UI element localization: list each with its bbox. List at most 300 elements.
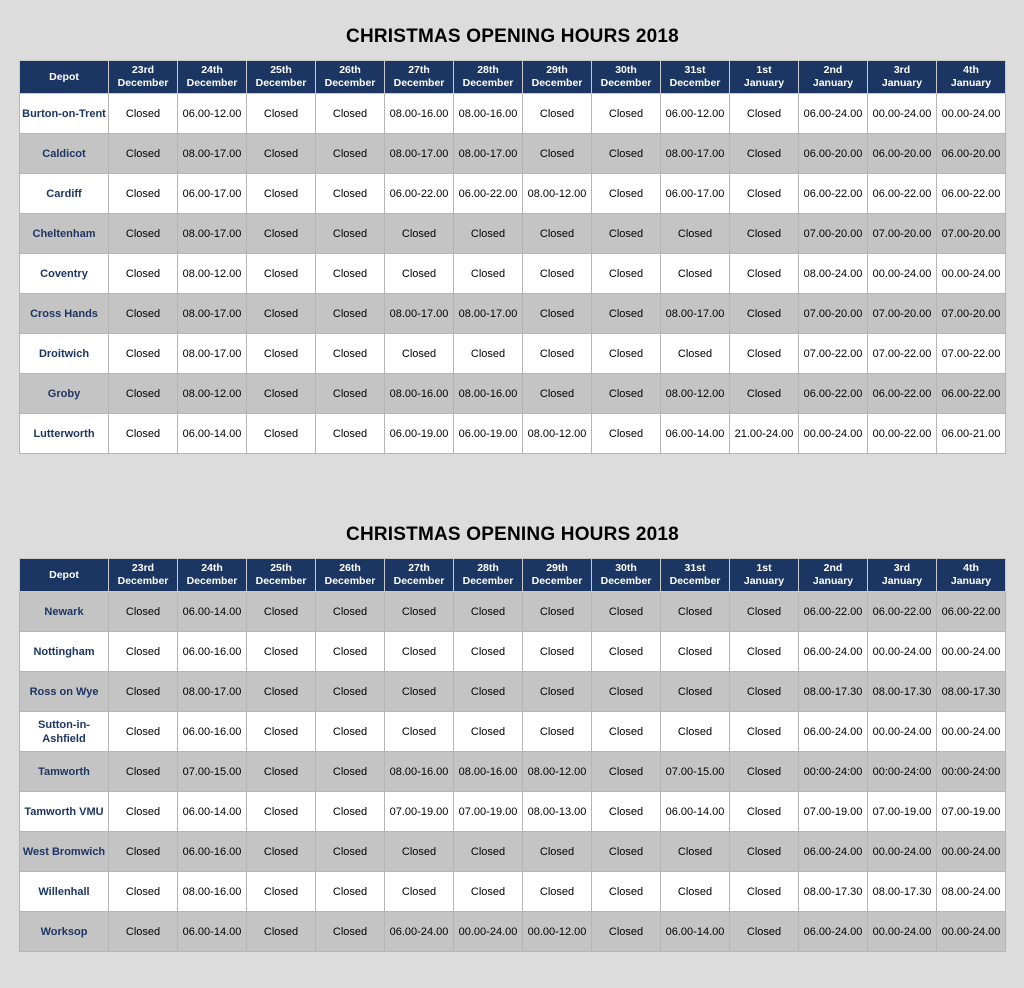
hours-cell: Closed bbox=[247, 912, 316, 952]
hours-cell: 06.00-17.00 bbox=[178, 174, 247, 214]
hours-cell: 00.00-12.00 bbox=[523, 912, 592, 952]
column-header-text: 26th bbox=[339, 64, 361, 76]
hours-cell: Closed bbox=[592, 414, 661, 454]
column-header-text: 23rd bbox=[131, 64, 155, 76]
hours-cell: 06.00-20.00 bbox=[868, 134, 937, 174]
hours-cell: Closed bbox=[592, 672, 661, 712]
column-header-text: December bbox=[462, 77, 514, 89]
hours-cell: Closed bbox=[523, 374, 592, 414]
column-header-date bbox=[523, 559, 592, 592]
column-header-text: December bbox=[324, 77, 376, 89]
hours-cell: Closed bbox=[385, 254, 454, 294]
hours-cell: Closed bbox=[454, 214, 523, 254]
hours-cell: 06.00-22.00 bbox=[799, 592, 868, 632]
hours-cell: 06.00-22.00 bbox=[937, 592, 1006, 632]
hours-cell: 00.00-24.00 bbox=[937, 94, 1006, 134]
depot-name: Burton-on-Trent bbox=[20, 94, 109, 134]
hours-cell: Closed bbox=[109, 254, 178, 294]
hours-cell: Closed bbox=[592, 752, 661, 792]
column-header-text: 28th bbox=[477, 64, 499, 76]
hours-cell: Closed bbox=[454, 592, 523, 632]
hours-cell: Closed bbox=[316, 334, 385, 374]
hours-cell: Closed bbox=[316, 912, 385, 952]
hours-cell: Closed bbox=[661, 672, 730, 712]
column-header-text: 24th bbox=[201, 64, 223, 76]
column-header-date bbox=[937, 559, 1006, 592]
column-header-text: January bbox=[812, 575, 854, 587]
hours-cell: Closed bbox=[316, 872, 385, 912]
column-header-date bbox=[247, 559, 316, 592]
hours-cell: Closed bbox=[523, 94, 592, 134]
header-row bbox=[20, 559, 1006, 592]
hours-cell: 08.00-17.00 bbox=[385, 294, 454, 334]
hours-cell: 08.00-16.00 bbox=[385, 94, 454, 134]
column-header-text: 3rd bbox=[893, 562, 911, 574]
hours-cell: Closed bbox=[247, 214, 316, 254]
hours-cell: 00.00-24.00 bbox=[937, 254, 1006, 294]
column-header-text: 1st bbox=[756, 562, 772, 574]
column-header-text: December bbox=[117, 575, 169, 587]
hours-cell: Closed bbox=[523, 334, 592, 374]
hours-cell: 08.00-17.00 bbox=[661, 294, 730, 334]
hours-cell: 08.00-16.00 bbox=[385, 374, 454, 414]
column-header-date bbox=[316, 559, 385, 592]
table-row bbox=[20, 214, 1006, 254]
hours-cell: Closed bbox=[109, 94, 178, 134]
opening-hours-table bbox=[19, 558, 1006, 952]
column-header-date bbox=[730, 61, 799, 94]
hours-cell: Closed bbox=[454, 632, 523, 672]
header-row bbox=[20, 61, 1006, 94]
hours-cell: 06.00-22.00 bbox=[799, 174, 868, 214]
column-header-text: January bbox=[743, 77, 785, 89]
hours-cell: Closed bbox=[109, 912, 178, 952]
hours-cell: Closed bbox=[592, 374, 661, 414]
hours-cell: Closed bbox=[109, 792, 178, 832]
hours-cell: 07.00-20.00 bbox=[799, 214, 868, 254]
column-header-date bbox=[592, 61, 661, 94]
hours-cell: Closed bbox=[109, 712, 178, 752]
table-row bbox=[20, 374, 1006, 414]
hours-cell: Closed bbox=[523, 592, 592, 632]
hours-cell: 06.00-24.00 bbox=[799, 832, 868, 872]
column-header-text: 27th bbox=[408, 64, 430, 76]
hours-cell: 06.00-19.00 bbox=[454, 414, 523, 454]
column-header-date bbox=[868, 61, 937, 94]
table-row bbox=[20, 672, 1006, 712]
hours-cell: 08.00-12.00 bbox=[523, 752, 592, 792]
hours-cell: Closed bbox=[454, 334, 523, 374]
column-header-date bbox=[178, 559, 247, 592]
hours-cell: Closed bbox=[316, 414, 385, 454]
column-header-text: 4th bbox=[963, 64, 979, 76]
hours-cell: Closed bbox=[109, 872, 178, 912]
column-header-date bbox=[247, 61, 316, 94]
table-row bbox=[20, 94, 1006, 134]
hours-cell: 00.00-24.00 bbox=[868, 94, 937, 134]
column-header-text: December bbox=[462, 575, 514, 587]
hours-cell: 08.00-17.00 bbox=[178, 294, 247, 334]
table-row bbox=[20, 832, 1006, 872]
hours-cell: Closed bbox=[523, 672, 592, 712]
hours-cell: Closed bbox=[454, 672, 523, 712]
column-header-text: December bbox=[186, 77, 238, 89]
hours-cell: Closed bbox=[316, 672, 385, 712]
hours-cell: Closed bbox=[247, 872, 316, 912]
hours-cell: Closed bbox=[316, 792, 385, 832]
hours-cell: Closed bbox=[661, 254, 730, 294]
hours-cell: 00.00-24.00 bbox=[937, 712, 1006, 752]
hours-cell: 00:00-24:00 bbox=[937, 752, 1006, 792]
hours-cell: 06.00-22.00 bbox=[799, 374, 868, 414]
hours-cell: 06.00-20.00 bbox=[799, 134, 868, 174]
hours-cell: 08.00-17.00 bbox=[454, 294, 523, 334]
column-header-date bbox=[109, 61, 178, 94]
hours-cell: 07.00-19.00 bbox=[937, 792, 1006, 832]
hours-cell: Closed bbox=[592, 872, 661, 912]
hours-cell: 07.00-19.00 bbox=[454, 792, 523, 832]
hours-cell: 07.00-15.00 bbox=[178, 752, 247, 792]
hours-cell: 08.00-17.00 bbox=[178, 214, 247, 254]
hours-cell: Closed bbox=[247, 592, 316, 632]
column-header-date bbox=[178, 61, 247, 94]
column-header-text: December bbox=[531, 77, 583, 89]
hours-cell: Closed bbox=[385, 712, 454, 752]
hours-cell: Closed bbox=[730, 134, 799, 174]
hours-cell: 06.00-14.00 bbox=[661, 912, 730, 952]
hours-cell: Closed bbox=[523, 712, 592, 752]
hours-cell: Closed bbox=[730, 832, 799, 872]
hours-cell: 08.00-12.00 bbox=[523, 174, 592, 214]
column-header-text: January bbox=[881, 575, 923, 587]
table-row bbox=[20, 592, 1006, 632]
hours-cell: 06.00-24.00 bbox=[799, 712, 868, 752]
hours-cell: Closed bbox=[454, 254, 523, 294]
hours-cell: 08.00-17.00 bbox=[661, 134, 730, 174]
hours-cell: Closed bbox=[730, 592, 799, 632]
column-header-text: 29th bbox=[546, 562, 568, 574]
hours-cell: 06.00-24.00 bbox=[385, 912, 454, 952]
depot-name: Tamworth VMU bbox=[20, 792, 109, 832]
hours-cell: Closed bbox=[592, 832, 661, 872]
hours-cell: 08.00-17.30 bbox=[799, 672, 868, 712]
hours-cell: Closed bbox=[454, 832, 523, 872]
column-header-text: January bbox=[743, 575, 785, 587]
column-header-text: 27th bbox=[408, 562, 430, 574]
table-row bbox=[20, 174, 1006, 214]
depot-name: Worksop bbox=[20, 912, 109, 952]
hours-cell: Closed bbox=[523, 254, 592, 294]
column-header-text: December bbox=[255, 77, 307, 89]
hours-cell: 00:00-24:00 bbox=[799, 752, 868, 792]
column-header-depot bbox=[20, 559, 109, 592]
table-row bbox=[20, 414, 1006, 454]
column-header-text: January bbox=[881, 77, 923, 89]
column-header-text: 31st bbox=[684, 64, 706, 76]
hours-cell: Closed bbox=[730, 872, 799, 912]
hours-cell: 06.00-12.00 bbox=[178, 94, 247, 134]
hours-cell: Closed bbox=[592, 712, 661, 752]
column-header-date bbox=[385, 559, 454, 592]
table-row bbox=[20, 792, 1006, 832]
hours-cell: Closed bbox=[316, 294, 385, 334]
hours-cell: Closed bbox=[661, 712, 730, 752]
column-header-text: 24th bbox=[201, 562, 223, 574]
hours-cell: 00.00-24.00 bbox=[799, 414, 868, 454]
hours-cell: Closed bbox=[109, 174, 178, 214]
hours-cell: Closed bbox=[661, 872, 730, 912]
column-header-date bbox=[661, 559, 730, 592]
hours-cell: Closed bbox=[385, 334, 454, 374]
hours-cell: Closed bbox=[592, 912, 661, 952]
hours-cell: 08.00-17.30 bbox=[868, 672, 937, 712]
column-header-date bbox=[592, 559, 661, 592]
column-header-text: December bbox=[669, 77, 721, 89]
hours-cell: Closed bbox=[316, 832, 385, 872]
hours-cell: Closed bbox=[247, 414, 316, 454]
column-header-text: 25th bbox=[270, 64, 292, 76]
column-header-text: Depot bbox=[49, 70, 79, 83]
column-header-text: 31st bbox=[684, 562, 706, 574]
hours-cell: 06.00-22.00 bbox=[454, 174, 523, 214]
hours-cell: Closed bbox=[730, 792, 799, 832]
hours-cell: 06.00-19.00 bbox=[385, 414, 454, 454]
hours-cell: Closed bbox=[523, 134, 592, 174]
hours-cell: 06.00-24.00 bbox=[799, 94, 868, 134]
hours-cell: 08.00-17.00 bbox=[178, 334, 247, 374]
hours-cell: 00.00-24.00 bbox=[868, 912, 937, 952]
depot-name: Coventry bbox=[20, 254, 109, 294]
hours-cell: 00.00-24.00 bbox=[937, 632, 1006, 672]
hours-cell: Closed bbox=[592, 134, 661, 174]
table-row bbox=[20, 752, 1006, 792]
hours-cell: Closed bbox=[385, 872, 454, 912]
column-header-text: January bbox=[950, 575, 992, 587]
hours-cell: Closed bbox=[592, 214, 661, 254]
hours-cell: Closed bbox=[730, 672, 799, 712]
hours-cell: Closed bbox=[316, 374, 385, 414]
hours-cell: Closed bbox=[316, 134, 385, 174]
hours-cell: Closed bbox=[661, 632, 730, 672]
hours-cell: 08.00-17.00 bbox=[454, 134, 523, 174]
column-header-date bbox=[454, 61, 523, 94]
table-title: CHRISTMAS OPENING HOURS 2018 bbox=[346, 524, 679, 545]
hours-cell: Closed bbox=[109, 374, 178, 414]
hours-cell: 06.00-22.00 bbox=[868, 174, 937, 214]
hours-cell: Closed bbox=[592, 792, 661, 832]
hours-cell: 06.00-20.00 bbox=[937, 134, 1006, 174]
hours-cell: 00.00-24.00 bbox=[868, 712, 937, 752]
depot-name: Newark bbox=[20, 592, 109, 632]
column-header-date bbox=[868, 559, 937, 592]
hours-cell: 07.00-19.00 bbox=[868, 792, 937, 832]
hours-cell: Closed bbox=[247, 632, 316, 672]
hours-cell: 07.00-22.00 bbox=[868, 334, 937, 374]
hours-cell: 07.00-15.00 bbox=[661, 752, 730, 792]
hours-cell: 07.00-20.00 bbox=[868, 214, 937, 254]
column-header-text: 25th bbox=[270, 562, 292, 574]
hours-cell: 08.00-12.00 bbox=[523, 414, 592, 454]
hours-cell: 00.00-24.00 bbox=[868, 832, 937, 872]
hours-cell: Closed bbox=[109, 294, 178, 334]
hours-cell: Closed bbox=[109, 632, 178, 672]
hours-cell: 08.00-12.00 bbox=[178, 374, 247, 414]
hours-cell: Closed bbox=[247, 832, 316, 872]
column-header-text: 28th bbox=[477, 562, 499, 574]
hours-cell: 07.00-19.00 bbox=[799, 792, 868, 832]
column-header-text: 4th bbox=[963, 562, 979, 574]
table-row bbox=[20, 712, 1006, 752]
column-header-text: December bbox=[600, 77, 652, 89]
hours-cell: 00.00-24.00 bbox=[937, 912, 1006, 952]
hours-cell: 08.00-17.00 bbox=[178, 672, 247, 712]
table-row bbox=[20, 294, 1006, 334]
hours-cell: Closed bbox=[730, 174, 799, 214]
hours-cell: Closed bbox=[730, 752, 799, 792]
hours-cell: Closed bbox=[316, 712, 385, 752]
column-header-text: 26th bbox=[339, 562, 361, 574]
hours-cell: Closed bbox=[247, 134, 316, 174]
hours-cell: Closed bbox=[730, 374, 799, 414]
hours-cell: 06.00-14.00 bbox=[661, 414, 730, 454]
hours-cell: 08.00-16.00 bbox=[454, 374, 523, 414]
hours-cell: Closed bbox=[523, 872, 592, 912]
hours-cell: Closed bbox=[661, 592, 730, 632]
hours-cell: 06.00-14.00 bbox=[178, 912, 247, 952]
hours-cell: Closed bbox=[730, 712, 799, 752]
hours-cell: 00.00-24.00 bbox=[868, 254, 937, 294]
column-header-text: December bbox=[393, 575, 445, 587]
column-header-text: December bbox=[600, 575, 652, 587]
hours-cell: Closed bbox=[592, 334, 661, 374]
hours-cell: Closed bbox=[316, 94, 385, 134]
depot-name: Cross Hands bbox=[20, 294, 109, 334]
hours-cell: 06.00-16.00 bbox=[178, 632, 247, 672]
hours-cell: Closed bbox=[109, 832, 178, 872]
hours-cell: 08.00-12.00 bbox=[661, 374, 730, 414]
hours-cell: 08.00-16.00 bbox=[454, 94, 523, 134]
hours-cell: 06.00-24.00 bbox=[799, 632, 868, 672]
column-header-text: December bbox=[324, 575, 376, 587]
hours-cell: 06.00-14.00 bbox=[661, 792, 730, 832]
column-header-text: 30th bbox=[615, 562, 637, 574]
hours-cell: Closed bbox=[454, 872, 523, 912]
hours-cell: 06.00-12.00 bbox=[661, 94, 730, 134]
table-row bbox=[20, 134, 1006, 174]
depot-name: Caldicot bbox=[20, 134, 109, 174]
hours-cell: Closed bbox=[109, 752, 178, 792]
hours-cell: Closed bbox=[523, 294, 592, 334]
hours-cell: Closed bbox=[109, 134, 178, 174]
column-header-date bbox=[661, 61, 730, 94]
opening-hours-section-1 bbox=[19, 22, 1006, 454]
column-header-text: January bbox=[950, 77, 992, 89]
hours-cell: Closed bbox=[109, 592, 178, 632]
hours-cell: Closed bbox=[454, 712, 523, 752]
hours-cell: Closed bbox=[730, 254, 799, 294]
hours-cell: Closed bbox=[592, 174, 661, 214]
column-header-text: December bbox=[393, 77, 445, 89]
depot-name: Cardiff bbox=[20, 174, 109, 214]
depot-name: Lutterworth bbox=[20, 414, 109, 454]
hours-cell: Closed bbox=[523, 214, 592, 254]
hours-cell: 06.00-24.00 bbox=[799, 912, 868, 952]
hours-cell: Closed bbox=[247, 752, 316, 792]
depot-name: Tamworth bbox=[20, 752, 109, 792]
hours-cell: Closed bbox=[109, 672, 178, 712]
depot-name: Groby bbox=[20, 374, 109, 414]
hours-cell: Closed bbox=[592, 94, 661, 134]
hours-cell: Closed bbox=[592, 294, 661, 334]
hours-cell: 06.00-14.00 bbox=[178, 792, 247, 832]
hours-cell: Closed bbox=[385, 672, 454, 712]
column-header-text: 2nd bbox=[823, 562, 843, 574]
hours-cell: 07.00-20.00 bbox=[937, 294, 1006, 334]
hours-cell: Closed bbox=[592, 632, 661, 672]
table-row bbox=[20, 912, 1006, 952]
hours-cell: 06.00-17.00 bbox=[661, 174, 730, 214]
column-header-date bbox=[523, 61, 592, 94]
hours-cell: Closed bbox=[661, 334, 730, 374]
hours-cell: Closed bbox=[247, 374, 316, 414]
hours-cell: Closed bbox=[730, 214, 799, 254]
column-header-date bbox=[316, 61, 385, 94]
table-row bbox=[20, 872, 1006, 912]
column-header-text: December bbox=[669, 575, 721, 587]
hours-cell: 06.00-14.00 bbox=[178, 414, 247, 454]
column-header-text: December bbox=[117, 77, 169, 89]
hours-cell: 08.00-16.00 bbox=[178, 872, 247, 912]
column-header-date bbox=[730, 559, 799, 592]
hours-cell: 06.00-22.00 bbox=[868, 592, 937, 632]
hours-cell: 08.00-24.00 bbox=[799, 254, 868, 294]
opening-hours-table bbox=[19, 60, 1006, 454]
hours-cell: 00.00-24.00 bbox=[868, 632, 937, 672]
hours-cell: Closed bbox=[316, 632, 385, 672]
hours-cell: 07.00-20.00 bbox=[937, 214, 1006, 254]
depot-name: Sutton-in-Ashfield bbox=[20, 712, 109, 752]
hours-cell: Closed bbox=[247, 792, 316, 832]
column-header-text: December bbox=[531, 575, 583, 587]
hours-cell: Closed bbox=[661, 214, 730, 254]
hours-cell: 08.00-12.00 bbox=[178, 254, 247, 294]
hours-cell: 06.00-16.00 bbox=[178, 832, 247, 872]
opening-hours-section-2 bbox=[19, 520, 1006, 952]
hours-cell: Closed bbox=[247, 334, 316, 374]
hours-cell: 08.00-17.30 bbox=[799, 872, 868, 912]
hours-cell: 06.00-22.00 bbox=[868, 374, 937, 414]
hours-cell: Closed bbox=[247, 254, 316, 294]
column-header-date bbox=[799, 559, 868, 592]
column-header-text: 23rd bbox=[131, 562, 155, 574]
hours-cell: Closed bbox=[730, 912, 799, 952]
depot-name: Droitwich bbox=[20, 334, 109, 374]
hours-cell: Closed bbox=[730, 632, 799, 672]
hours-cell: 08.00-17.30 bbox=[937, 672, 1006, 712]
hours-cell: 08.00-24.00 bbox=[937, 872, 1006, 912]
hours-cell: Closed bbox=[316, 752, 385, 792]
hours-cell: 08.00-16.00 bbox=[454, 752, 523, 792]
hours-cell: Closed bbox=[316, 214, 385, 254]
column-header-date bbox=[454, 559, 523, 592]
hours-cell: Closed bbox=[316, 254, 385, 294]
hours-cell: Closed bbox=[385, 214, 454, 254]
column-header-text: 29th bbox=[546, 64, 568, 76]
hours-cell: 06.00-14.00 bbox=[178, 592, 247, 632]
column-header-text: January bbox=[812, 77, 854, 89]
hours-cell: 08.00-17.00 bbox=[178, 134, 247, 174]
hours-cell: Closed bbox=[247, 94, 316, 134]
